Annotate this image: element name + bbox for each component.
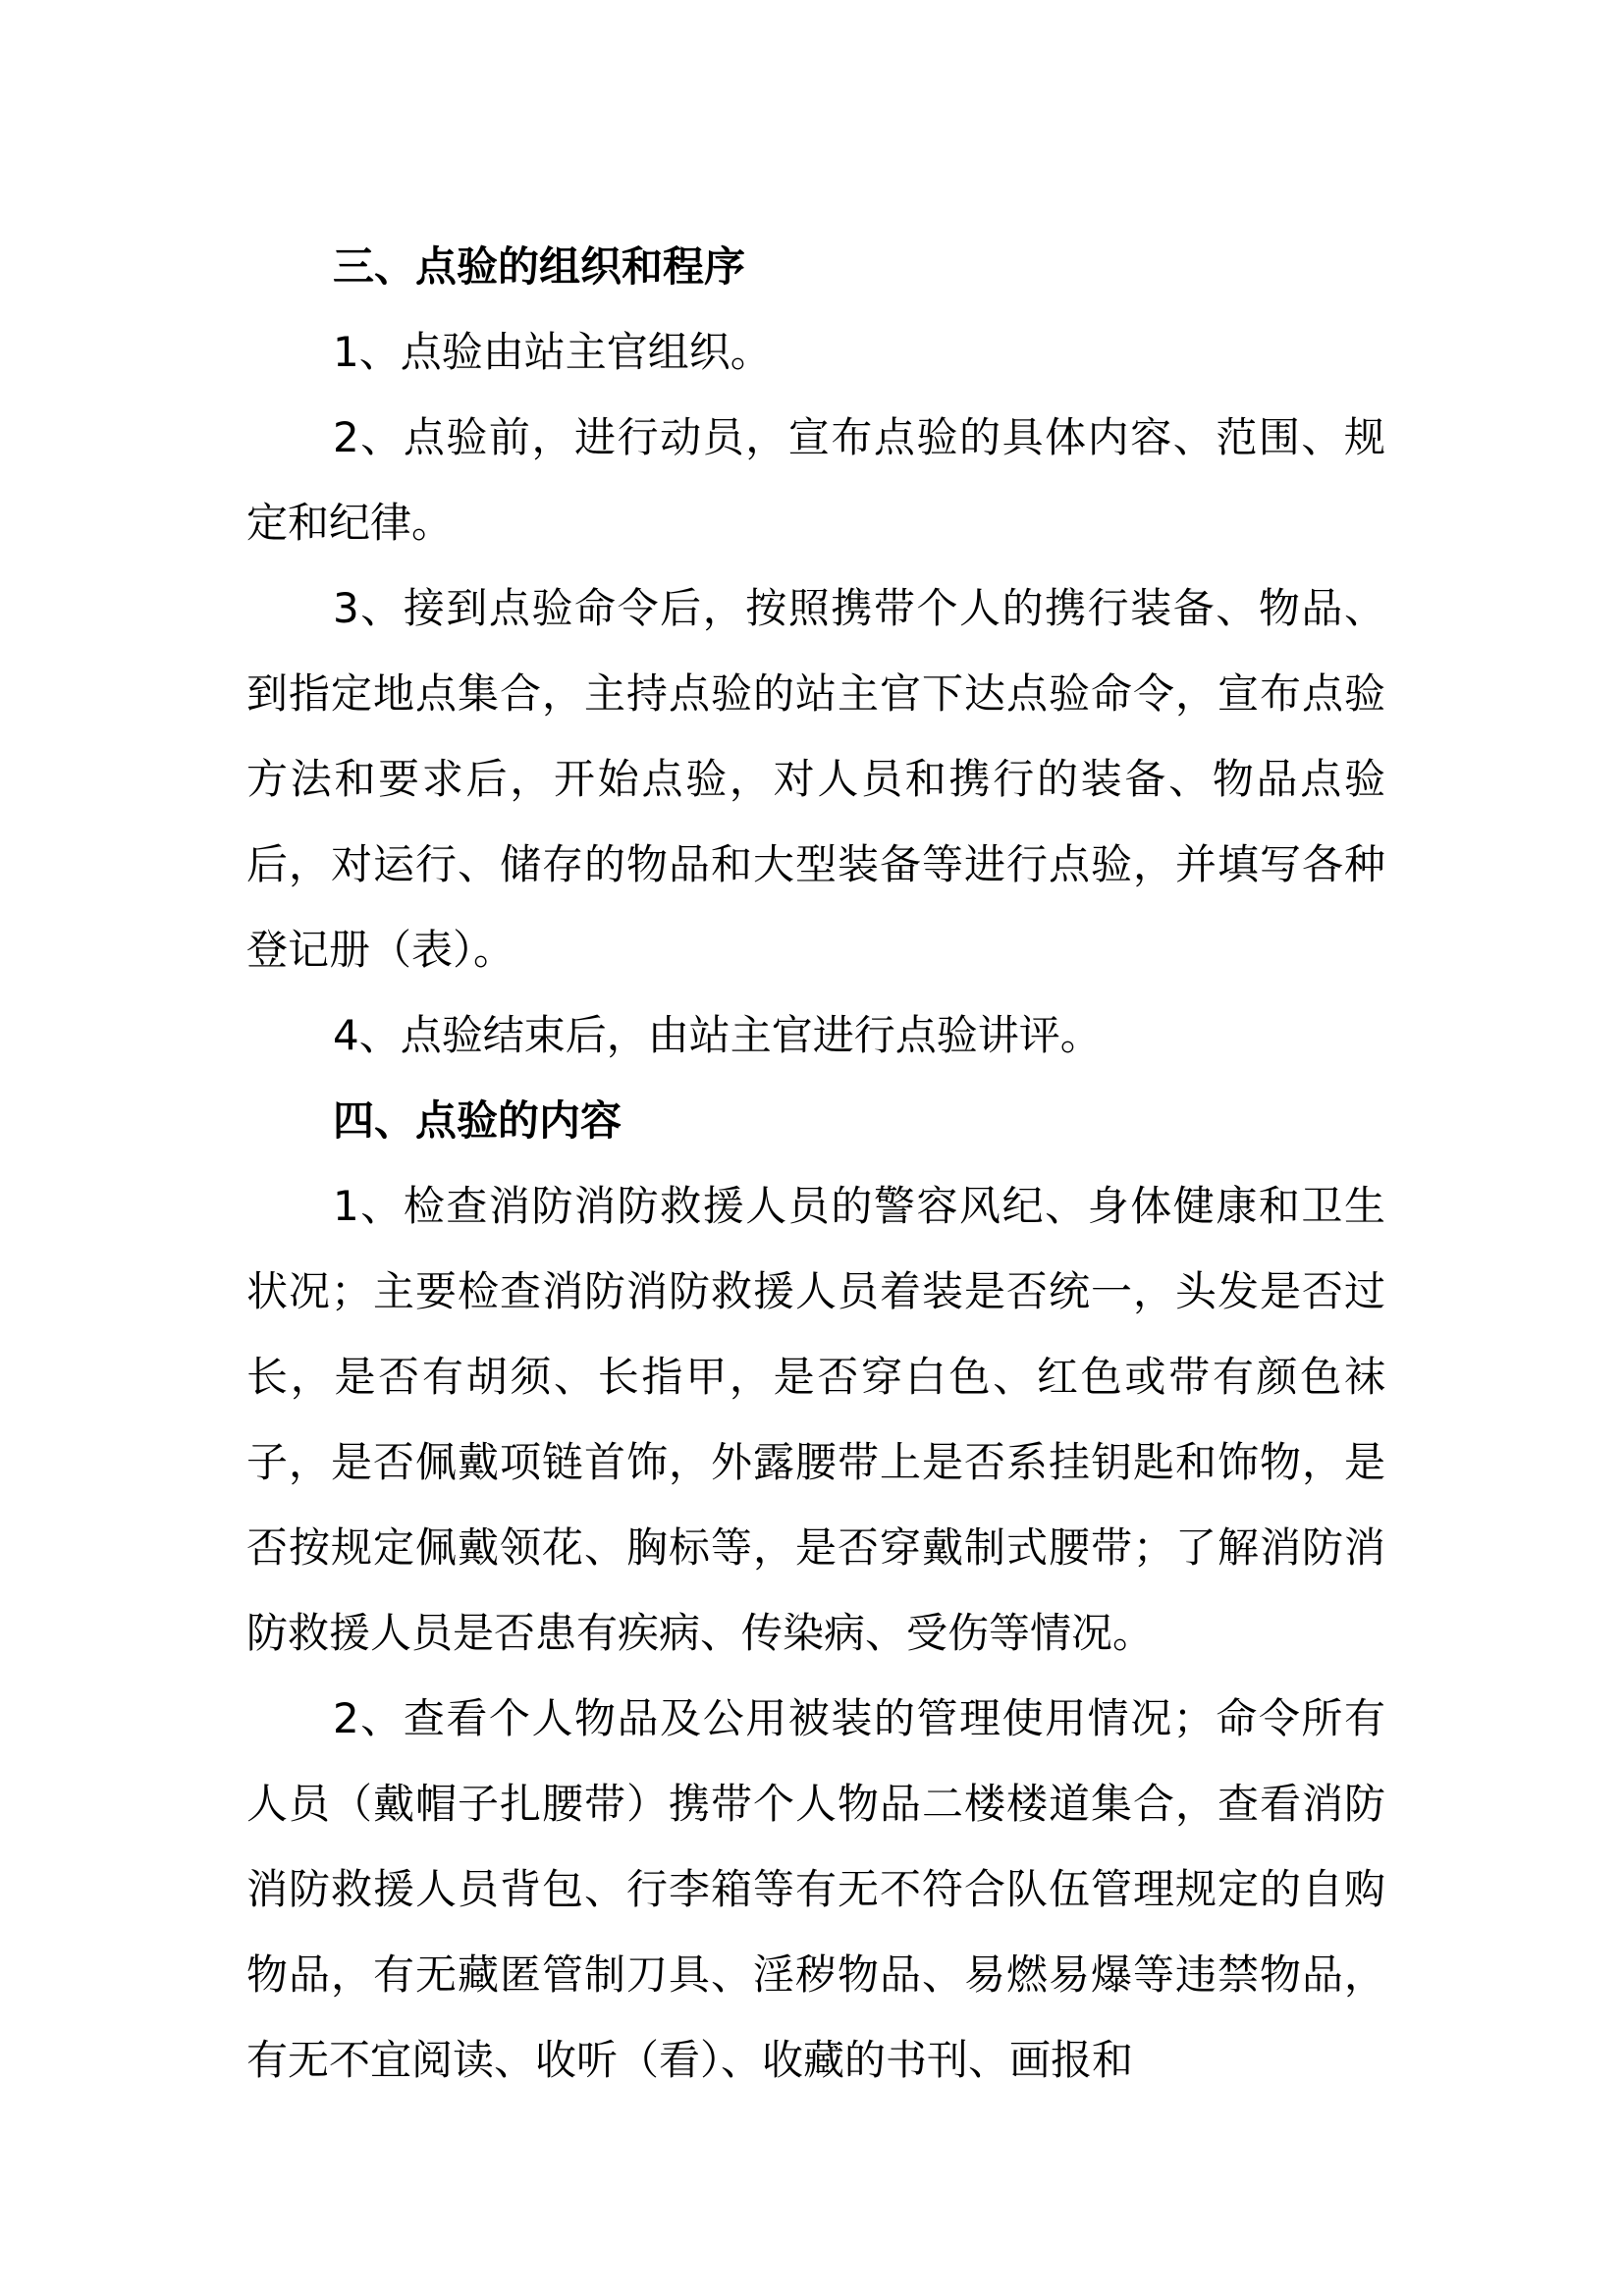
paragraph-3-2: 2、点验前，进行动员，宣布点验的具体内容、范围、规定和纪律。: [246, 413, 1385, 547]
section-heading-4: 四、点验的内容: [333, 1096, 622, 1145]
paragraph-4-2: 2、查看个人物品及公用被装的管理使用情况；命令所有人员（戴帽子扎腰带）携带个人物品二楼楼道集合，查看消防消防救援人员背包、行李箱等有无不符合队伍管理规定的自购物品，有无藏匿管制刀具、淫秽物品、易燃易爆等违禁物品，有无不宜阅读、收听（看）、收藏的书刊、画报和: [246, 1694, 1385, 2084]
document-page: [246, 224, 1385, 2103]
paragraph-4-1: 1、检查消防消防救援人员的警容风纪、身体健康和卫生状况；主要检查消防消防救援人员着装是否统一，头发是否过长，是否有胡须、长指甲，是否穿白色、红色或带有颜色袜子，是否佩戴项链首饰，外露腰带上是否系挂钥匙和饰物，是否按规定佩戴领花、胸标等，是否穿戴制式腰带；了解消防消防救援人员是否患有疾病、传染病、受伤等情况。: [246, 1182, 1385, 1657]
paragraph-3-4: 4、点验结束后，由站主官进行点验讲评。: [333, 1011, 1102, 1059]
section-heading-3: 三、点验的组织和程序: [333, 242, 746, 291]
paragraph-3-3: 3、接到点验命令后，按照携带个人的携行装备、物品、到指定地点集合，主持点验的站主官下达点验命令，宣布点验方法和要求后，开始点验，对人员和携行的装备、物品点验后，对运行、储存的物品和大型装备等进行点验，并填写各种登记册（表）。: [246, 584, 1385, 974]
paragraph-3-1: 1、点验由站主官组织。: [333, 328, 772, 376]
